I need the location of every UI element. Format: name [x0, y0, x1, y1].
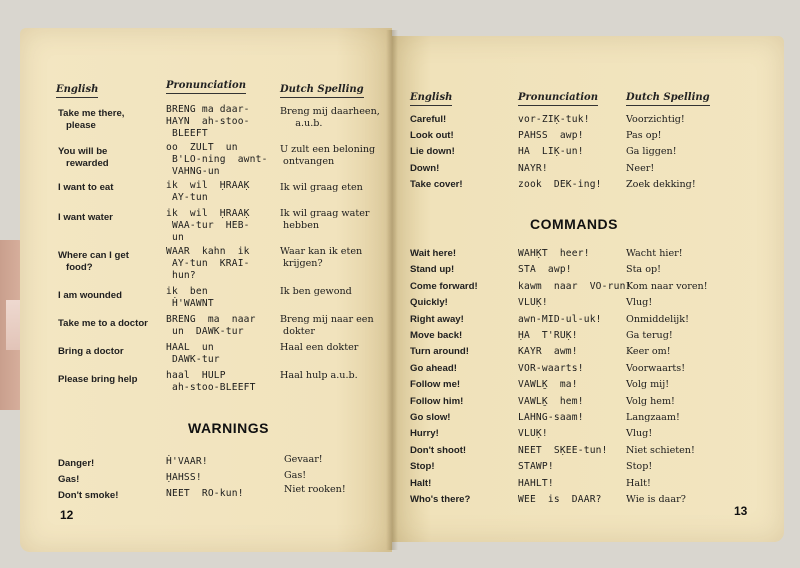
- row-dutch: Ik wil graag water hebben: [280, 208, 370, 231]
- row-pronunciation: WAHḲT heer!: [518, 248, 590, 259]
- row-pronunciation: HA LIḲ-un!: [518, 146, 584, 158]
- row-english: Go ahead!: [410, 362, 457, 374]
- row-dutch: Pas op!: [626, 130, 662, 142]
- row-english: Turn around!: [410, 346, 469, 358]
- row-english: Lie down!: [410, 146, 455, 158]
- row-english: Follow me!: [410, 379, 461, 391]
- row-english: Hurry!: [410, 428, 439, 440]
- row-english: Move back!: [410, 330, 463, 341]
- warning-dutch: Gas!: [284, 470, 307, 481]
- row-pronunciation: VAWLḴ hem!: [518, 395, 584, 407]
- row-pronunciation: oo ZULT un B'LO-ning awnt- VAHNG-un: [166, 142, 268, 177]
- row-dutch: Volg mij!: [626, 379, 670, 391]
- book-gutter: [386, 30, 398, 550]
- row-pronunciation: WAAR kahn ik AY-tun KRAI- hun?: [166, 246, 250, 281]
- row-english: Quickly!: [410, 297, 448, 309]
- row-dutch: Halt!: [626, 477, 651, 489]
- row-dutch: Waar kan ik eten krijgen?: [280, 246, 363, 269]
- row-dutch: Ik wil graag eten: [280, 182, 363, 193]
- row-dutch: Haal een dokter: [280, 342, 359, 353]
- row-dutch: Wacht hier!: [626, 248, 683, 259]
- row-dutch: Voorwaarts!: [626, 362, 686, 374]
- row-dutch: Ik ben gewond: [280, 286, 352, 297]
- section-title-warnings: WARNINGS: [188, 420, 269, 436]
- header-pronunciation: Pronunciation: [166, 80, 246, 94]
- warning-english: Danger!: [58, 458, 95, 469]
- row-english: Take me there, please: [58, 108, 125, 131]
- row-pronunciation: ik wil ḤRAAḲ AY-tun: [166, 180, 250, 203]
- row-dutch: Ga liggen!: [626, 146, 677, 158]
- row-english: I want water: [58, 212, 113, 223]
- row-dutch: Onmiddelijk!: [626, 313, 689, 325]
- row-pronunciation: HAHLT!: [518, 477, 554, 489]
- row-english: Bring a doctor: [58, 346, 124, 357]
- row-pronunciation: BRENG ma daar- HAYN ah-stoo- BLEEFT: [166, 104, 250, 139]
- row-english: Stop!: [410, 461, 435, 473]
- row-pronunciation: PAHSS awp!: [518, 130, 584, 142]
- row-pronunciation: vor-ZIḲ-tuk!: [518, 114, 590, 125]
- row-english: Take me to a doctor: [58, 318, 148, 329]
- row-english: Where can I get food?: [58, 250, 129, 273]
- row-dutch: U zult een beloning ontvangen: [280, 144, 376, 167]
- row-dutch: Keer om!: [626, 346, 671, 358]
- header-english: English: [410, 92, 452, 106]
- row-pronunciation: STAWP!: [518, 461, 554, 473]
- row-dutch: Breng mij daarheen, a.u.b.: [280, 106, 380, 129]
- row-dutch: Voorzichtig!: [626, 114, 685, 125]
- row-pronunciation: kawm naar VO-run!: [518, 280, 632, 292]
- row-english: Follow him!: [410, 395, 464, 407]
- row-pronunciation: haal HULP ah-stoo-BLEEFT: [166, 370, 256, 393]
- row-dutch: Sta op!: [626, 264, 661, 276]
- warning-english: Don't smoke!: [58, 490, 119, 501]
- row-dutch: Wie is daar?: [626, 494, 686, 505]
- row-pronunciation: LAHNG-saam!: [518, 412, 584, 423]
- row-english: Take cover!: [410, 178, 463, 190]
- row-pronunciation: VOR-waarts!: [518, 362, 584, 374]
- row-dutch: Breng mij naar een dokter: [280, 314, 374, 337]
- row-dutch: Vlug!: [626, 428, 653, 440]
- row-english: Stand up!: [410, 264, 455, 276]
- row-english: Please bring help: [58, 374, 138, 385]
- row-dutch: Vlug!: [626, 297, 653, 309]
- row-english: I want to eat: [58, 182, 114, 193]
- row-pronunciation: BRENG ma naar un DAWK-tur: [166, 314, 256, 337]
- page-number: 12: [60, 508, 74, 522]
- header-dutch-spelling: Dutch Spelling: [280, 84, 364, 98]
- row-english: You will be rewarded: [58, 146, 109, 169]
- row-pronunciation: KAYR awm!: [518, 346, 578, 358]
- row-dutch: Niet schieten!: [626, 444, 695, 456]
- row-pronunciation: NEET SḲEE-tun!: [518, 444, 608, 456]
- row-pronunciation: zook DEK-ing!: [518, 178, 602, 190]
- row-english: Who's there?: [410, 494, 471, 505]
- row-english: Go slow!: [410, 412, 451, 423]
- row-pronunciation: VLUḲ!: [518, 428, 548, 440]
- row-dutch: Neer!: [626, 162, 655, 174]
- row-english: Halt!: [410, 477, 432, 489]
- row-dutch: Langzaam!: [626, 412, 680, 423]
- warning-dutch: Niet rooken!: [284, 484, 346, 495]
- warning-pronunciation: Ḣ'VAAR!: [166, 456, 208, 467]
- row-english: Right away!: [410, 313, 464, 325]
- header-pronunciation: Pronunciation: [518, 92, 598, 106]
- row-english: Look out!: [410, 130, 454, 142]
- row-dutch: Kom naar voren!: [626, 280, 708, 292]
- left-page: [20, 28, 392, 552]
- row-english: Down!: [410, 162, 440, 174]
- row-pronunciation: VAWLḴ ma!: [518, 379, 578, 391]
- right-page: [392, 36, 784, 542]
- row-dutch: Volg hem!: [626, 395, 675, 407]
- row-pronunciation: awn-MID-ul-uk!: [518, 313, 602, 325]
- row-pronunciation: STA awp!: [518, 264, 572, 276]
- header-english: English: [56, 84, 98, 98]
- warning-english: Gas!: [58, 474, 80, 485]
- row-dutch: Ga terug!: [626, 330, 673, 341]
- warning-pronunciation: ḤAHSS!: [166, 472, 202, 483]
- header-dutch-spelling: Dutch Spelling: [626, 92, 710, 106]
- row-english: Don't shoot!: [410, 444, 467, 456]
- row-english: Wait here!: [410, 248, 457, 259]
- row-dutch: Stop!: [626, 461, 653, 473]
- row-pronunciation: VLUḲ!: [518, 297, 548, 309]
- row-pronunciation: NAYR!: [518, 162, 548, 174]
- row-pronunciation: ik wil ḤRAAḲ WAA-tur HEB- un: [166, 208, 250, 243]
- row-english: Careful!: [410, 114, 447, 125]
- row-english: I am wounded: [58, 290, 122, 301]
- row-dutch: Haal hulp a.u.b.: [280, 370, 358, 381]
- row-pronunciation: WEE is DAAR?: [518, 494, 602, 505]
- row-pronunciation: ḤA T'RUḲ!: [518, 330, 578, 341]
- section-title-commands: COMMANDS: [530, 216, 618, 232]
- row-dutch: Zoek dekking!: [626, 178, 696, 190]
- row-pronunciation: HAAL un DAWK-tur: [166, 342, 220, 365]
- row-pronunciation: ik ben Ḣ'WAWNT: [166, 286, 214, 309]
- page-number: 13: [734, 504, 748, 518]
- row-english: Come forward!: [410, 280, 478, 292]
- warning-dutch: Gevaar!: [284, 454, 323, 465]
- warning-pronunciation: NEET RO-kun!: [166, 488, 244, 499]
